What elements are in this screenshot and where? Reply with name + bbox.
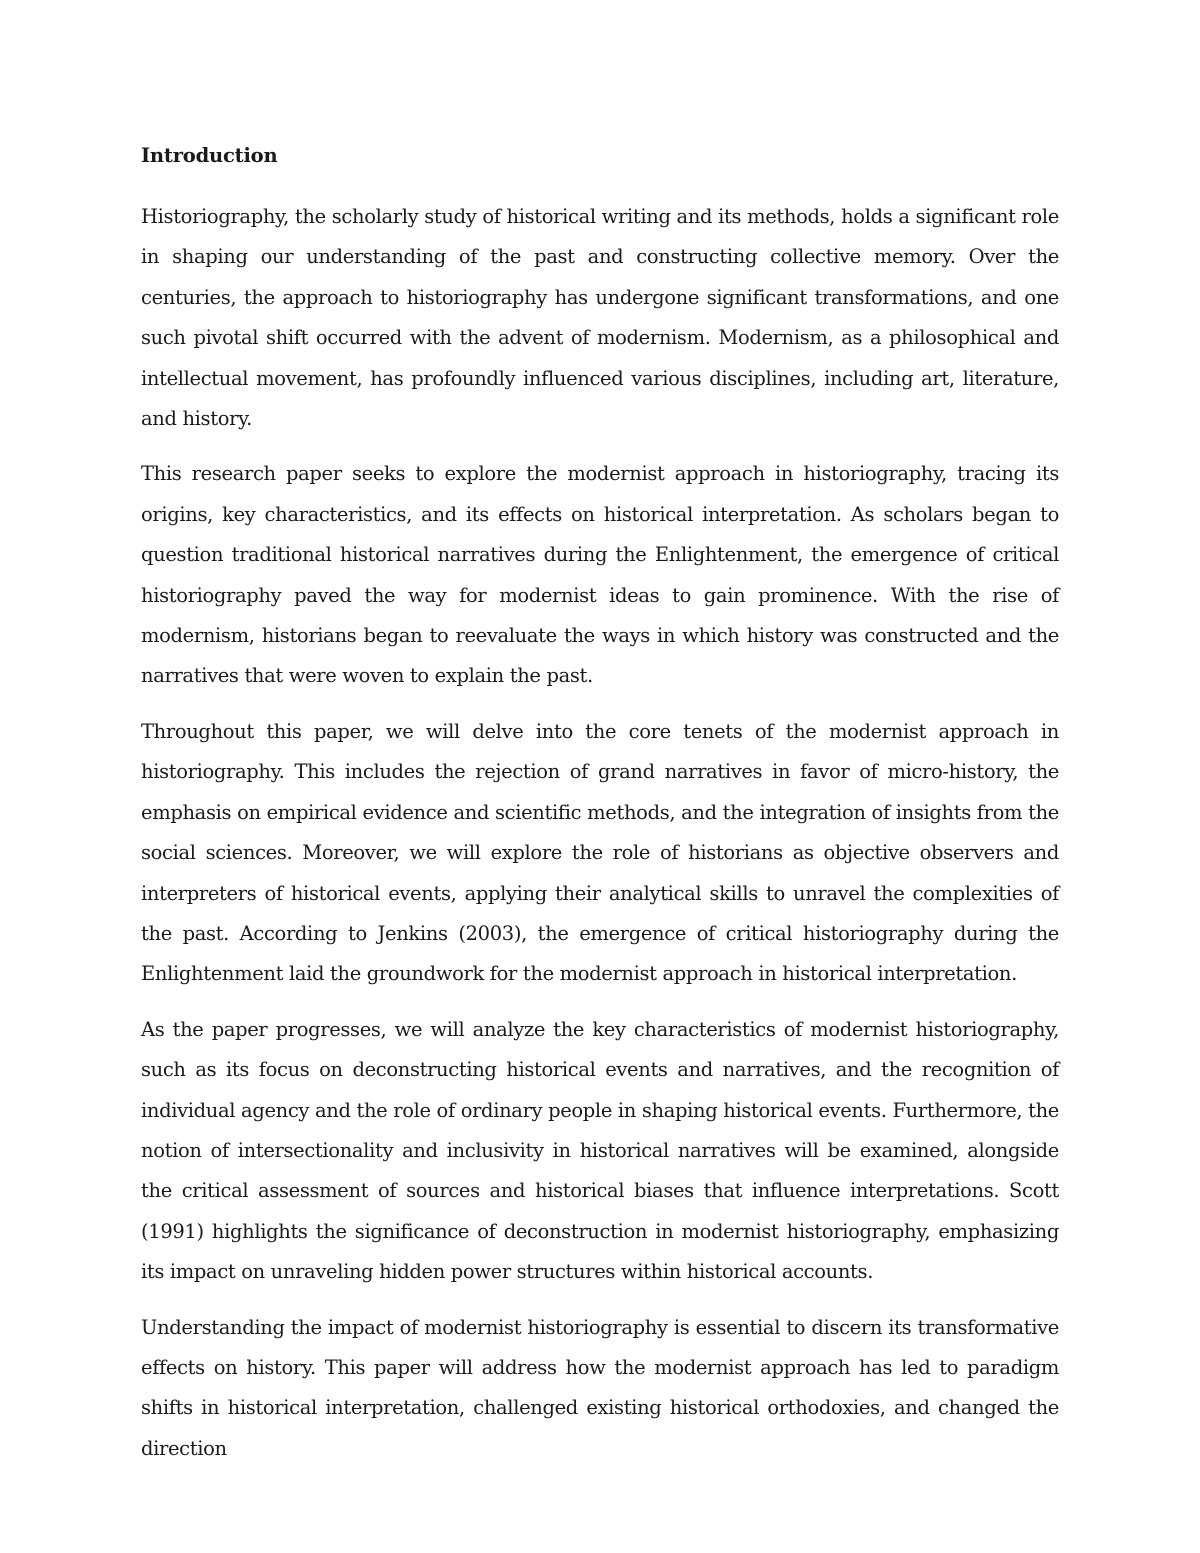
paragraph-2: This research paper seeks to explore the modernist approach in historiography, tracing its origins, key characteristics, and its effects on historical interpretation. As scholars began to question traditional historical narratives during the Enlightenment, the emergence of critical historiography paved the way for modernist ideas to gain prominence. With the rise of modernism, historians began to reevaluate the ways in which history was constructed and the narratives that were woven to explain the past.	[141, 462, 1059, 688]
section-heading: Introduction	[141, 144, 278, 167]
paragraph-5: Understanding the impact of modernist historiography is essential to discern its transformative effects on history. This paper will address how the modernist approach has led to paradigm shifts in historical interpretation, challenged existing historical orthodoxies, and changed the direction	[141, 1315, 1059, 1460]
paragraph-3: Throughout this paper, we will delve into the core tenets of the modernist approach in historiography. This includes the rejection of grand narratives in favor of micro-history, the emphasis on empirical evidence and scientific methods, and the integration of insights from the social sciences. Moreover, we will explore the role of historians as objective observers and interpreters of historical events, applying their analytical skills to unravel the complexities of the past. According to Jenkins (2003), the emergence of critical historiography during the Enlightenment laid the groundwork for the modernist approach in historical interpretation.	[141, 719, 1059, 986]
paragraph-1: Historiography, the scholarly study of historical writing and its methods, holds a significant role in shaping our understanding of the past and constructing collective memory. Over the centuries, the approach to historiography has undergone significant transformations, and one such pivotal shift occurred with the advent of modernism. Modernism, as a philosophical and intellectual movement, has profoundly influenced various disciplines, including art, literature, and history.	[141, 205, 1059, 431]
paragraph-4: As the paper progresses, we will analyze the key characteristics of modernist historiography, such as its focus on deconstructing historical events and narratives, and the recognition of individual agency and the role of ordinary people in shaping historical events. Furthermore, the notion of intersectionality and inclusivity in historical narratives will be examined, alongside the critical assessment of sources and historical biases that influence interpretations. Scott (1991) highlights the significance of deconstruction in modernist historiography, emphasizing its impact on unraveling hidden power structures within historical accounts.	[141, 1017, 1059, 1284]
